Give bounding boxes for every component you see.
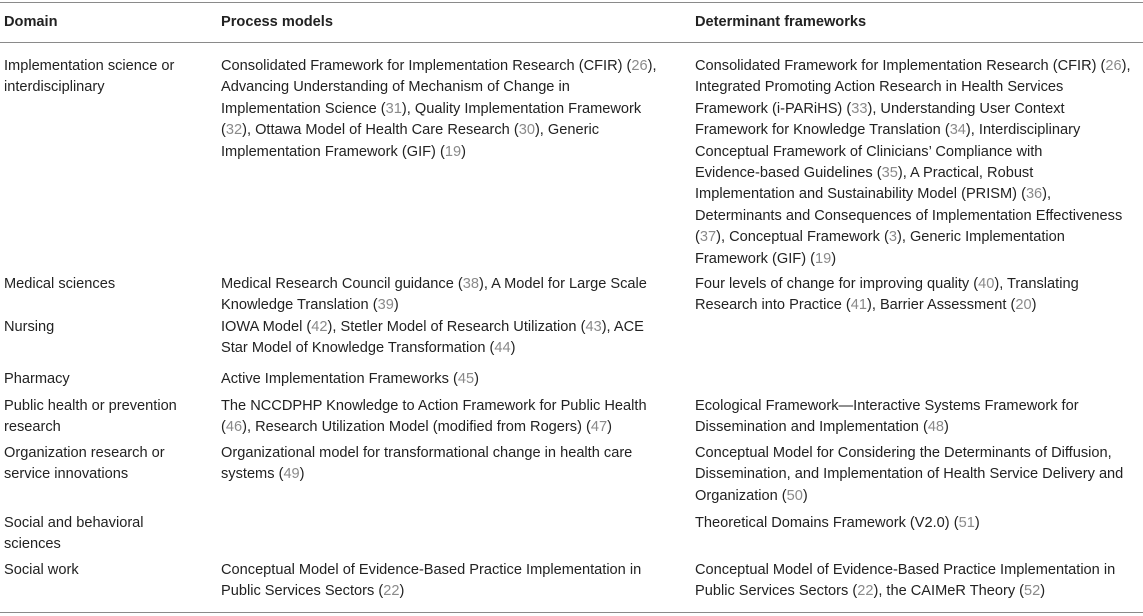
citation-link[interactable]: 30 <box>518 122 535 139</box>
citation-link[interactable]: 45 <box>457 371 475 387</box>
citation-link[interactable]: 36 <box>1025 186 1043 203</box>
row-domain: Organization research or service innovations <box>4 445 165 483</box>
citation-link[interactable]: 31 <box>385 100 402 117</box>
row-determinant-frameworks: Conceptual Model of Evidence-Based Practice Implementation in Public Services Sectors (22), the CAIMeR Theory (52) <box>695 562 1116 600</box>
header-process-models: Process models <box>221 14 333 30</box>
row-determinant-frameworks: Four levels of change for improving quality (40), Translating Research into Practice (41), Barrier Assessment (20) <box>695 276 1079 314</box>
citation-link[interactable]: 32 <box>225 122 243 139</box>
citation-link[interactable]: 40 <box>978 276 995 292</box>
citation-link[interactable]: 47 <box>590 419 608 436</box>
citation-link[interactable]: 44 <box>494 340 511 357</box>
citation-link[interactable]: 33 <box>851 100 868 117</box>
citation-link[interactable]: 39 <box>377 297 394 314</box>
row-domain: Implementation science or interdisciplinary <box>4 58 175 96</box>
row-process-models: IOWA Model (42), Stetler Model of Research Utilization (43), ACE Star Model of Knowledge Transformation (44) <box>221 319 644 357</box>
citation-link[interactable]: 19 <box>815 250 832 267</box>
row-process-models: The NCCDPHP Knowledge to Action Framework for Public Health (46), Research Utilization Model (modified from Rogers) (47) <box>221 398 647 436</box>
citation-link[interactable]: 19 <box>444 143 462 160</box>
row-process-models: Active Implementation Frameworks (45) <box>221 371 479 387</box>
header-determinant-frameworks: Determinant frameworks <box>695 14 867 30</box>
table-top-rule <box>0 2 1143 3</box>
citation-link[interactable]: 41 <box>850 297 867 314</box>
citation-link[interactable]: 22 <box>857 583 874 600</box>
row-domain: Public health or prevention research <box>4 398 177 436</box>
citation-link[interactable]: 49 <box>283 466 300 483</box>
row-determinant-frameworks: Ecological Framework—Interactive Systems Framework for Dissemination and Implementation (48) <box>695 398 1079 436</box>
citation-link[interactable]: 48 <box>927 419 945 436</box>
citation-link[interactable]: 26 <box>631 58 648 74</box>
row-determinant-frameworks: Consolidated Framework for Implementation Research (CFIR) (26), Integrated Promoting Action Research in Health Services Framework (i-PARiHS) (33), Understanding User Context Framework for Knowledge Translation (34), Interdisciplinary Conceptual Framework of Clinicians’ Compliance with Evidence-based Guidelines (35), A Practical, Robust Implementation and Sustainability Model (PRISM) (36), Determinants and Consequences of Implementation Effectiveness (37), Conceptual Framework (3), Generic Implementation Framework (GIF) (19) <box>695 58 1131 267</box>
citation-link[interactable]: 37 <box>699 229 717 246</box>
row-process-models: Conceptual Model of Evidence-Based Practice Implementation in Public Services Sectors (22) <box>221 562 642 600</box>
row-domain: Medical sciences <box>4 276 116 292</box>
header-rule <box>0 42 1143 43</box>
row-domain: Social and behavioral sciences <box>4 515 144 553</box>
citation-link[interactable]: 22 <box>383 583 400 600</box>
citation-link[interactable]: 38 <box>462 276 479 292</box>
header-domain: Domain <box>4 14 58 30</box>
citation-link[interactable]: 34 <box>949 122 966 139</box>
row-determinant-frameworks: Theoretical Domains Framework (V2.0) (51) <box>695 515 980 531</box>
citation-link[interactable]: 20 <box>1015 297 1032 314</box>
row-process-models: Consolidated Framework for Implementation Research (CFIR) (26), Advancing Understanding of Mechanism of Change in Implementation Science (31), Quality Implementation Framework (32), Ottawa Model of Health Care Research (30), Generic Implementation Framework (GIF) (19) <box>221 58 657 160</box>
table-bottom-rule <box>0 612 1143 613</box>
citation-link[interactable]: 35 <box>881 165 898 182</box>
row-process-models: Medical Research Council guidance (38), A Model for Large Scale Knowledge Translation (39) <box>221 276 647 314</box>
row-domain: Nursing <box>4 319 55 335</box>
citation-link[interactable]: 50 <box>786 487 803 504</box>
citation-link[interactable]: 3 <box>888 229 897 246</box>
citation-link[interactable]: 52 <box>1024 583 1041 600</box>
citation-link[interactable]: 46 <box>225 419 243 436</box>
row-process-models: Organizational model for transformational change in health care systems (49) <box>221 445 633 483</box>
citation-link[interactable]: 51 <box>958 515 975 531</box>
citation-link[interactable]: 42 <box>311 319 328 335</box>
row-domain: Social work <box>4 562 79 578</box>
row-domain: Pharmacy <box>4 371 70 387</box>
row-determinant-frameworks: Conceptual Model for Considering the Determinants of Diffusion, Dissemination, and Implementation of Health Service Delivery and Organization (50) <box>695 445 1124 504</box>
citation-link[interactable]: 43 <box>585 319 602 335</box>
citation-link[interactable]: 26 <box>1105 58 1122 74</box>
